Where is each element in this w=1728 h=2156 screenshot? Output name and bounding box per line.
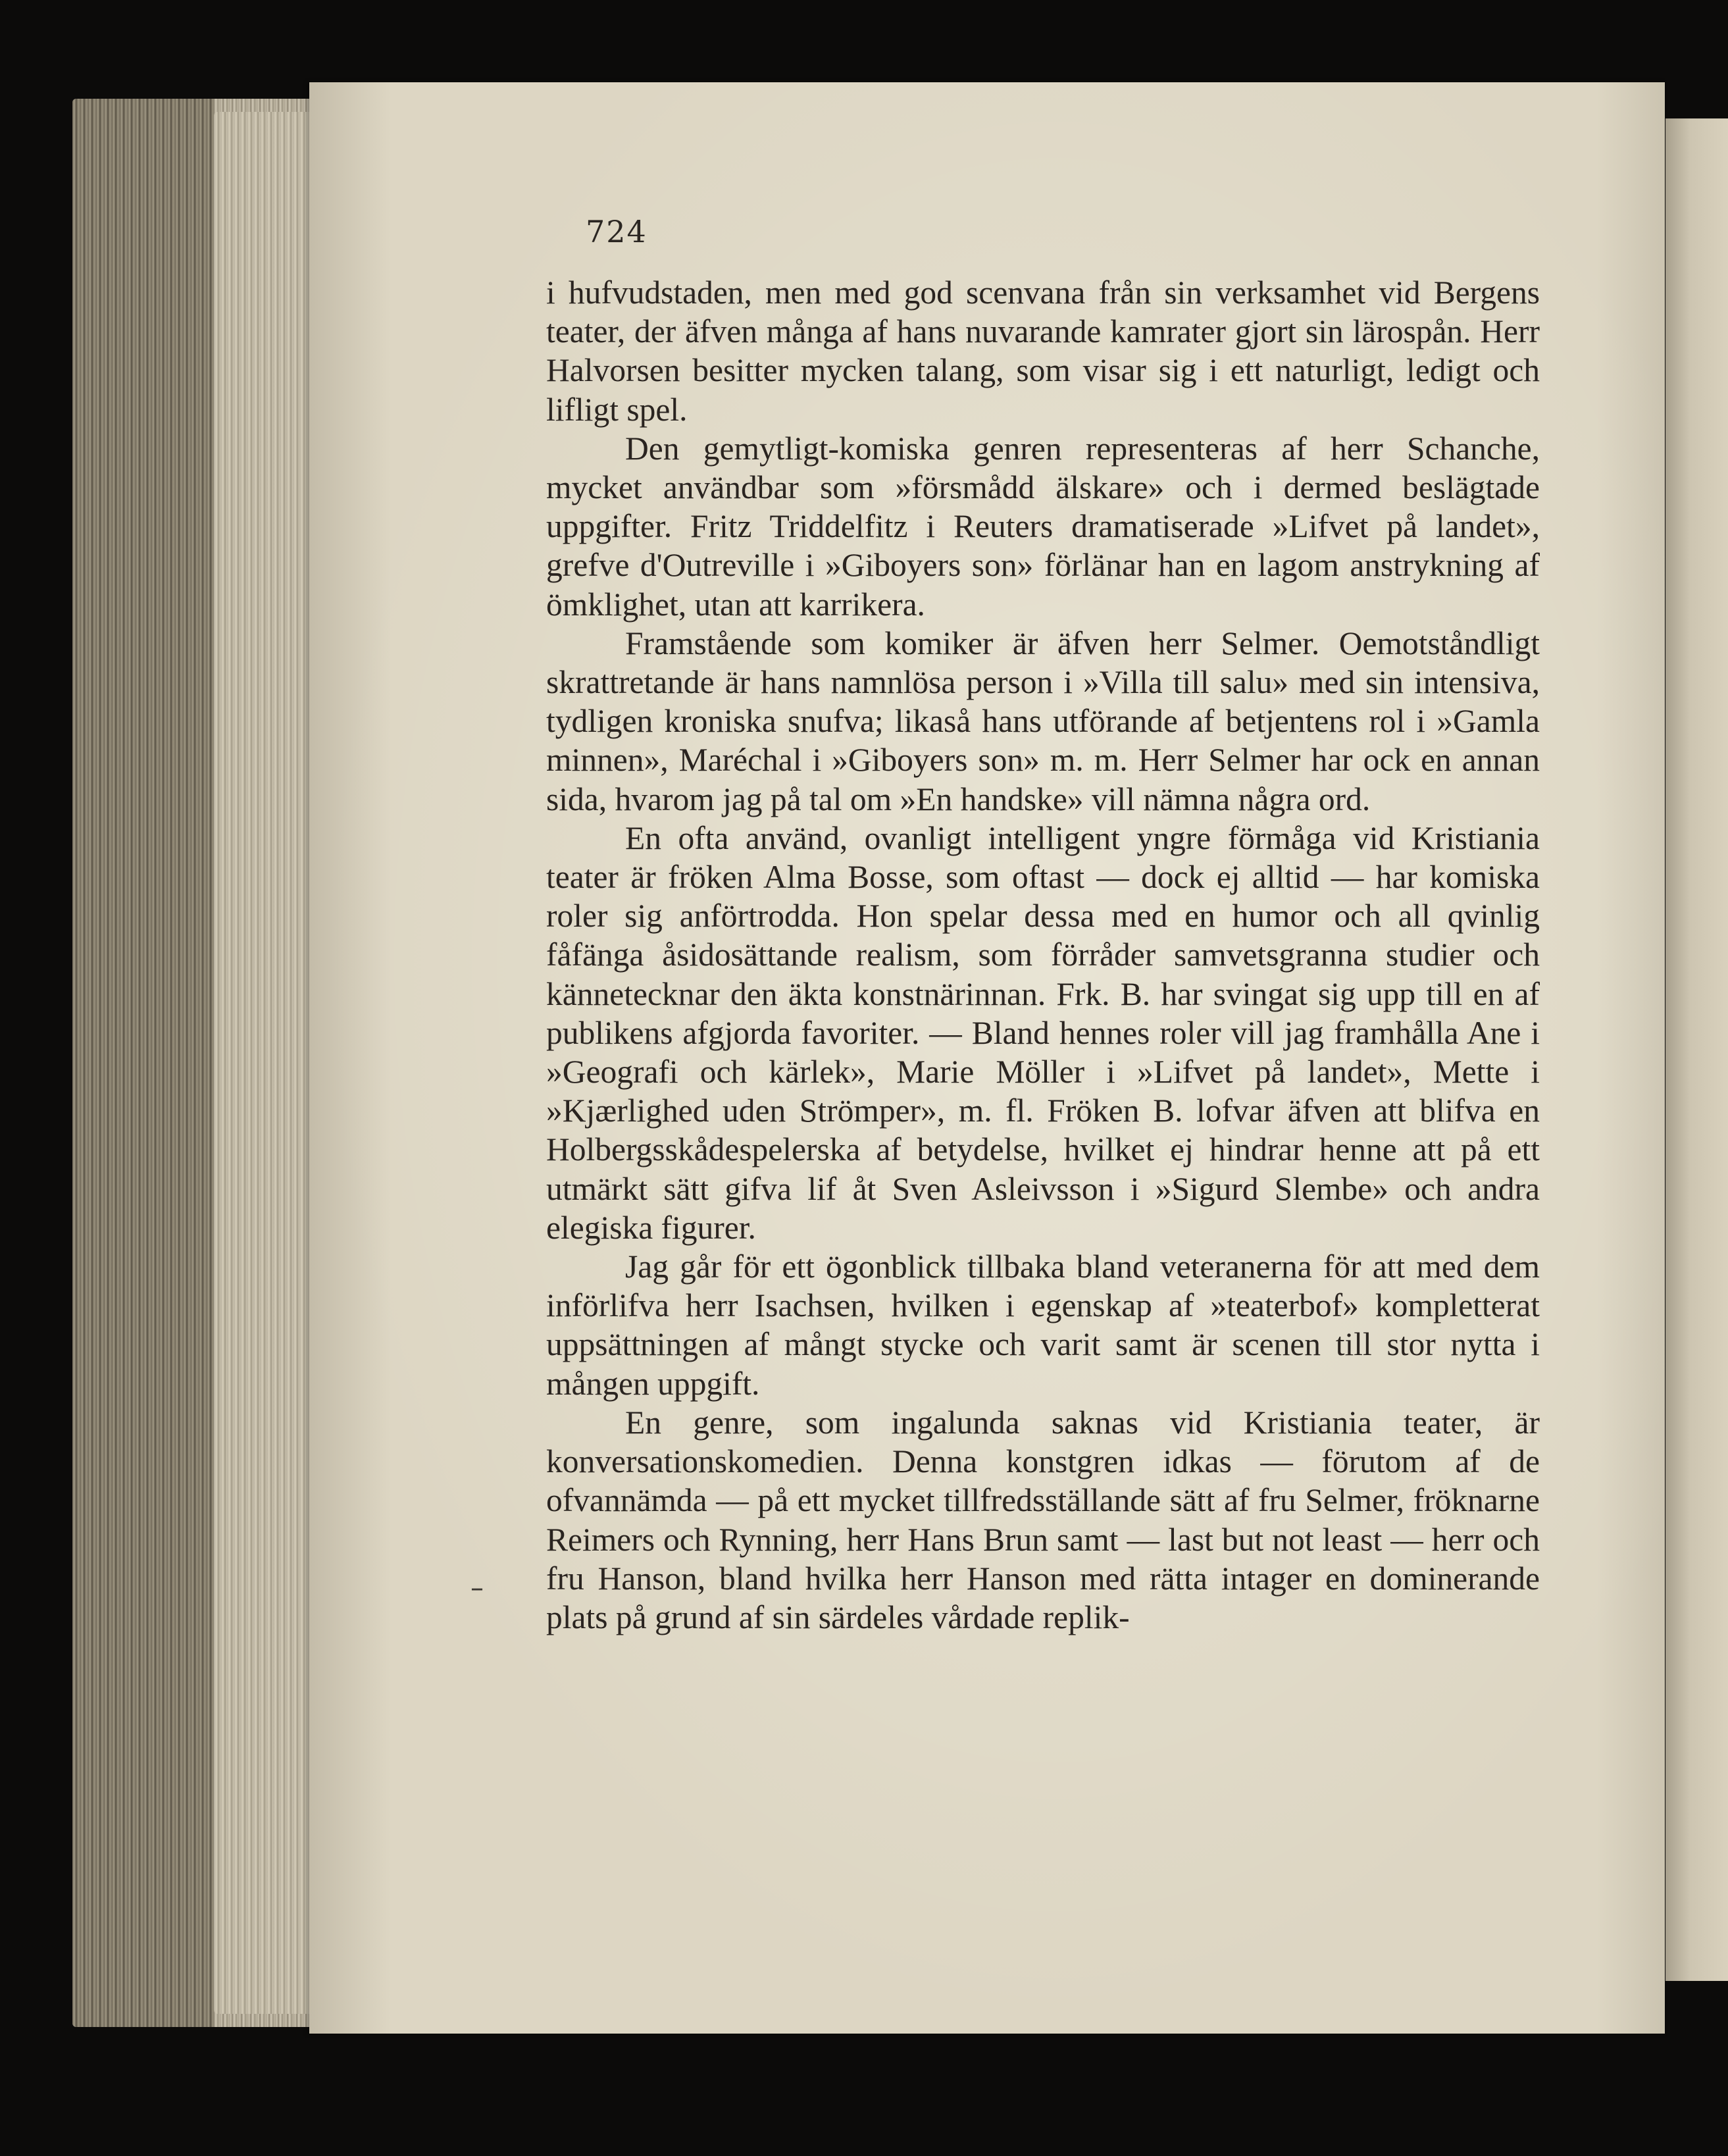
book-page-edges-inner (214, 112, 313, 2014)
body-text (546, 273, 1540, 1637)
paragraph: En ofta använd, ovanligt intelligent yngre förmåga vid Kristiania teater är fröken Alma Bosse, som oftast — dock ej alltid — har komiska roler sig anförtrodda. Hon spelar dessa med en humor och all qvinlig fåfänga åsidosättande realism, som förråder samvetsgranna studier och kännetecknar den äkta konstnärinnan. Frk. B. har svingat sig upp till en af publikens afgjorda favoriter. — Bland hennes roler vill jag framhålla Ane i »Geografi och kärlek», Marie Möller i »Lifvet på landet», Mette i »Kjærlighed uden Strömper», m. fl. Fröken B. lofvar äfven att blifva en Holbergsskådespelerska af betydelse, hvilket ej hindrar henne att på ett utmärkt sätt gifva lif åt Sven Asleivsson i »Sigurd Slembe» och andra elegiska figurer. (546, 819, 1540, 1246)
paragraph: i hufvudstaden, men med god scenvana från sin verksamhet vid Bergens teater, der äfven många af hans nuvarande kamrater gjort sin lärospån. Herr Halvorsen besitter mycken talang, som visar sig i ett naturligt, ledigt och lifligt spel. (546, 274, 1540, 428)
facing-page-edge (1665, 118, 1728, 1981)
paragraph: En genre, som ingalunda saknas vid Kristiania teater, är konversationskomedien. Denna konstgren idkas — förutom af de ofvannämda — på ett mycket tillfredsställande sätt af fru Selmer, fröknarne Reimers och Rynning, herr Hans Brun samt — last but not least — herr och fru Hanson, bland hvilka herr Hanson med rätta intager en dominerande plats på grund af sin särdeles vårdade replik- (546, 1404, 1540, 1635)
page-number: 724 (586, 214, 648, 249)
paragraph: Framstående som komiker är äfven herr Selmer. Oemotståndligt skrattretande är hans namnlösa person i »Villa till salu» med sin intensiva, tydligen kroniska snufva; likaså hans utförande af betjentens rol i »Gamla minnen», Maréchal i »Giboyers son» m. m. Herr Selmer har ock en annan sida, hvarom jag på tal om »En handske» vill nämna några ord. (546, 625, 1540, 817)
paragraph: Den gemytligt-komiska genren representeras af herr Schanche, mycket användbar som »försmådd älskare» och i dermed beslägtade uppgifter. Fritz Triddelfitz i Reuters dramatiserade »Lifvet på landet», grefve d'Outreville i »Giboyers son» förlänar han en lagom anstrykning af ömklighet, utan att karrikera. (546, 430, 1540, 623)
book-page-edges-shadow (72, 99, 214, 2027)
book-page (309, 82, 1665, 2034)
paragraph: Jag går för ett ögonblick tillbaka bland veteranerna för att med dem införlifva herr Isachsen, hvilken i egenskap af »teaterbof» kompletterat uppsättningen af mångt stycke och varit samt är scenen till stor nytta i mången uppgift. (546, 1248, 1540, 1402)
margin-mark: – (470, 1573, 484, 1603)
